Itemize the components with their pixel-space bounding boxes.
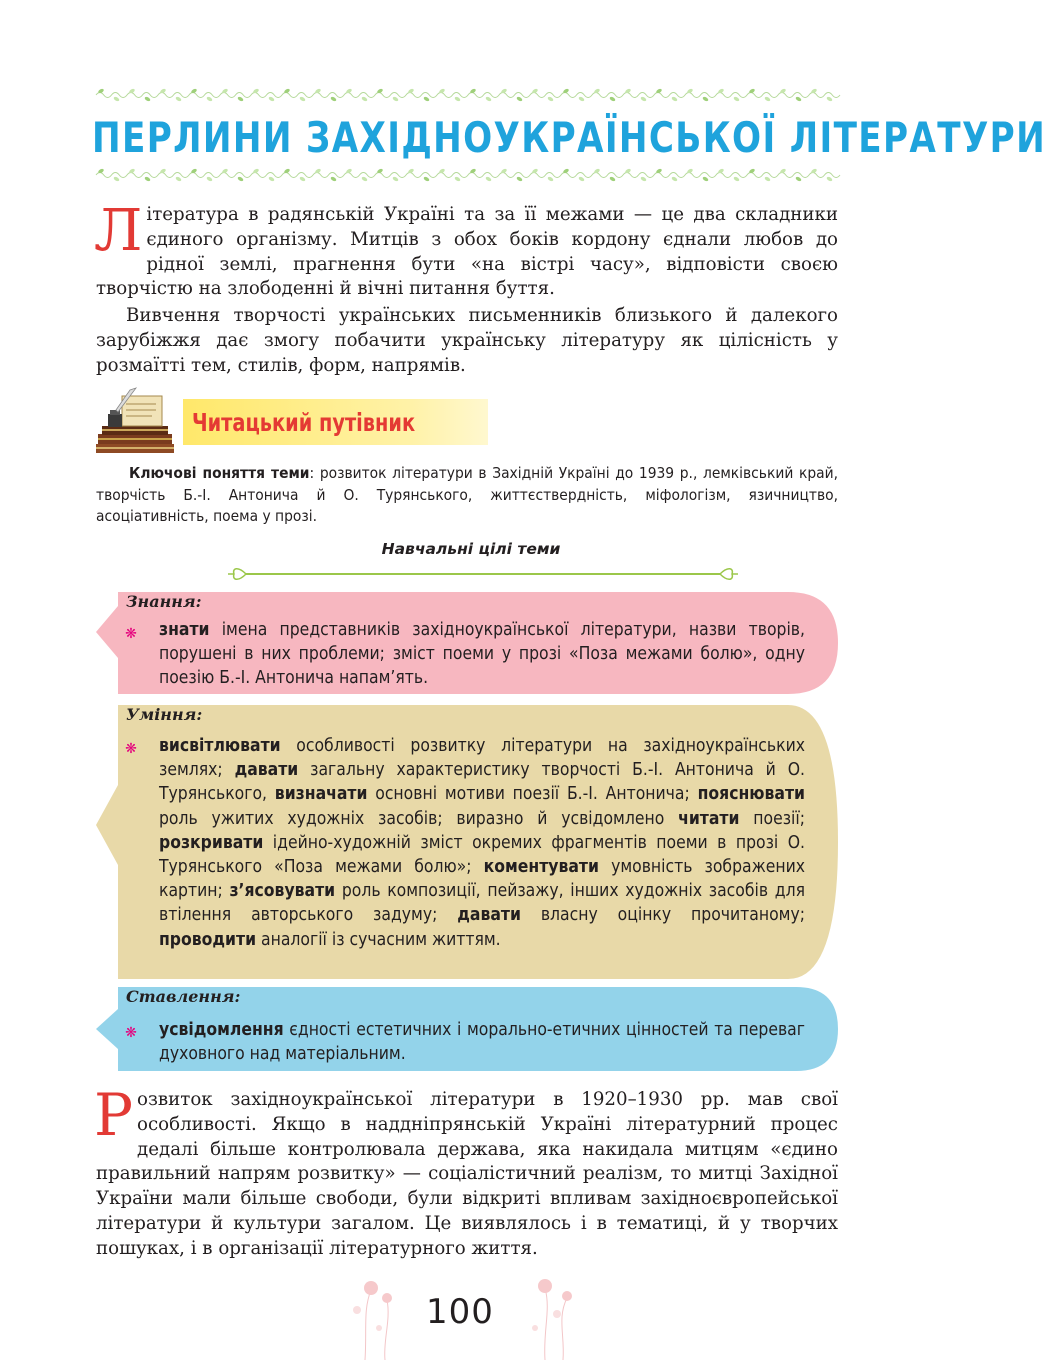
skills-heading: Уміння:: [126, 705, 203, 724]
skills-text: [159, 734, 805, 952]
skills-detail: основні мотиви поезії Б.-І. Антонича;: [367, 784, 698, 805]
attitude-heading: Ставлення:: [126, 987, 241, 1006]
attitude-box: [118, 987, 838, 1071]
key-concepts-label: Ключові поняття теми: [129, 464, 310, 482]
books-ink-icon: [96, 388, 176, 456]
skills-detail: умовність зображених картин;: [159, 857, 805, 902]
dropcap-letter: Л: [94, 196, 143, 264]
skills-detail: особливості розвитку літератури на західноукраїнських землях;: [159, 736, 805, 781]
body-paragraph-text: озвиток західноукраїнської літератури в 1920–1930 рр. мав свої особливості. Якщо в наддніпрянській Україні літературний процес дедалі більше контролювала держава, яка накидала митцям «єдино правильний напрям розвитку» — соціалістичний реалізм, то митці Західної України мали більше свободи, були відкриті впливам західноєвропейської літератури й культури загалом. Це виявлялось і в тематиці, й у творчих пошуках, і в організації літературного життя.: [96, 1089, 838, 1259]
key-concepts-text: : розвиток літератури в Західній Україні до 1939 р., лемківський край, творчість Б.-І. Антонича й О. Турянського, життєствердність, міфологізм, язичництво, асоціативність, поема у прозі.: [96, 464, 838, 525]
learning-goals-title: Навчальні цілі теми: [381, 540, 561, 558]
bullet-icon: ❋: [125, 741, 137, 757]
verb-bold: висвітлювати: [159, 736, 281, 756]
attitude-detail: єдності естетичних і морально-етичних цінностей та переваг духовного над матеріальним.: [159, 1020, 805, 1065]
title-underline-ornament: [96, 166, 838, 184]
page-title: ПЕРЛИНИ ЗАХІДНОУКРАЇНСЬКОЇ ЛІТЕРАТУРИ: [92, 113, 1046, 162]
verb-bold: з’ясовувати: [229, 881, 336, 902]
knowledge-heading: Знання:: [126, 592, 202, 611]
knowledge-text: [159, 618, 805, 691]
top-ornament: [96, 86, 838, 104]
verb-bold: пояснювати: [697, 784, 805, 805]
skills-detail: роль ужитих художніх засобів; виразно й усвідомлено: [159, 808, 679, 829]
verb-bold: розкривати: [159, 832, 264, 853]
verb-bold: усвідомлення: [159, 1020, 284, 1040]
goals-divider-ornament: [228, 564, 738, 584]
knowledge-detail: імена представників західноукраїнської літератури, назви творів, порушені в них проблеми; зміст поеми у прозі «Поза межами болю», одну поезію Б.-І. Антонича напам’ять.: [159, 620, 805, 689]
bullet-icon: ❋: [125, 626, 137, 642]
skills-detail: загальну характеристику творчості Б.-І. Антонича й О. Турянського,: [159, 760, 805, 805]
skills-detail: роль композиції, пейзажу, інших художніх засобів для втілення авторського задуму;: [159, 881, 805, 926]
verb-bold: визначати: [274, 784, 368, 805]
skills-detail: ідейно-художній зміст окремих фрагментів поеми в прозі О. Турянського «Поза межами болю»;: [159, 832, 805, 878]
body-paragraph: [94, 1081, 838, 1262]
intro-paragraph-1: [94, 196, 838, 302]
skills-box: [118, 705, 838, 979]
intro-paragraph-1-text: ітература в радянській Україні та за її межами — це два складники єдиного організму. Митців з обох боків кордону єднали любов до рідної землі, прагнення бути «на вістрі часу», відповісти своєю творчістю на злободенні й вічні питання буття.: [96, 204, 838, 300]
reader-guide-title: Читацький путівник: [192, 408, 416, 437]
skills-detail: аналогії із сучасним життям.: [256, 929, 501, 950]
knowledge-box: [118, 592, 838, 694]
verb-bold: читати: [678, 808, 740, 829]
page-number: 100: [426, 1292, 494, 1332]
verb-bold: давати: [234, 760, 299, 781]
verb-bold: проводити: [159, 929, 257, 950]
skills-detail: поезії;: [739, 808, 805, 829]
verb-bold: коментувати: [483, 857, 599, 878]
key-concepts: [96, 463, 838, 528]
skills-detail: власну оцінку прочитаному;: [520, 905, 806, 926]
dropcap-letter: Р: [94, 1081, 134, 1149]
verb-bold: давати: [457, 905, 521, 926]
intro-paragraph-2: Вивчення творчості українських письменників близького й далекого зарубіжжя дає змогу побачити українську літературу як цілісність у розмаїтті тем, стилів, форм, напрямів.: [96, 305, 838, 376]
bullet-icon: ❋: [125, 1025, 137, 1041]
attitude-text: [159, 1018, 805, 1066]
verb-bold: знати: [159, 620, 210, 640]
